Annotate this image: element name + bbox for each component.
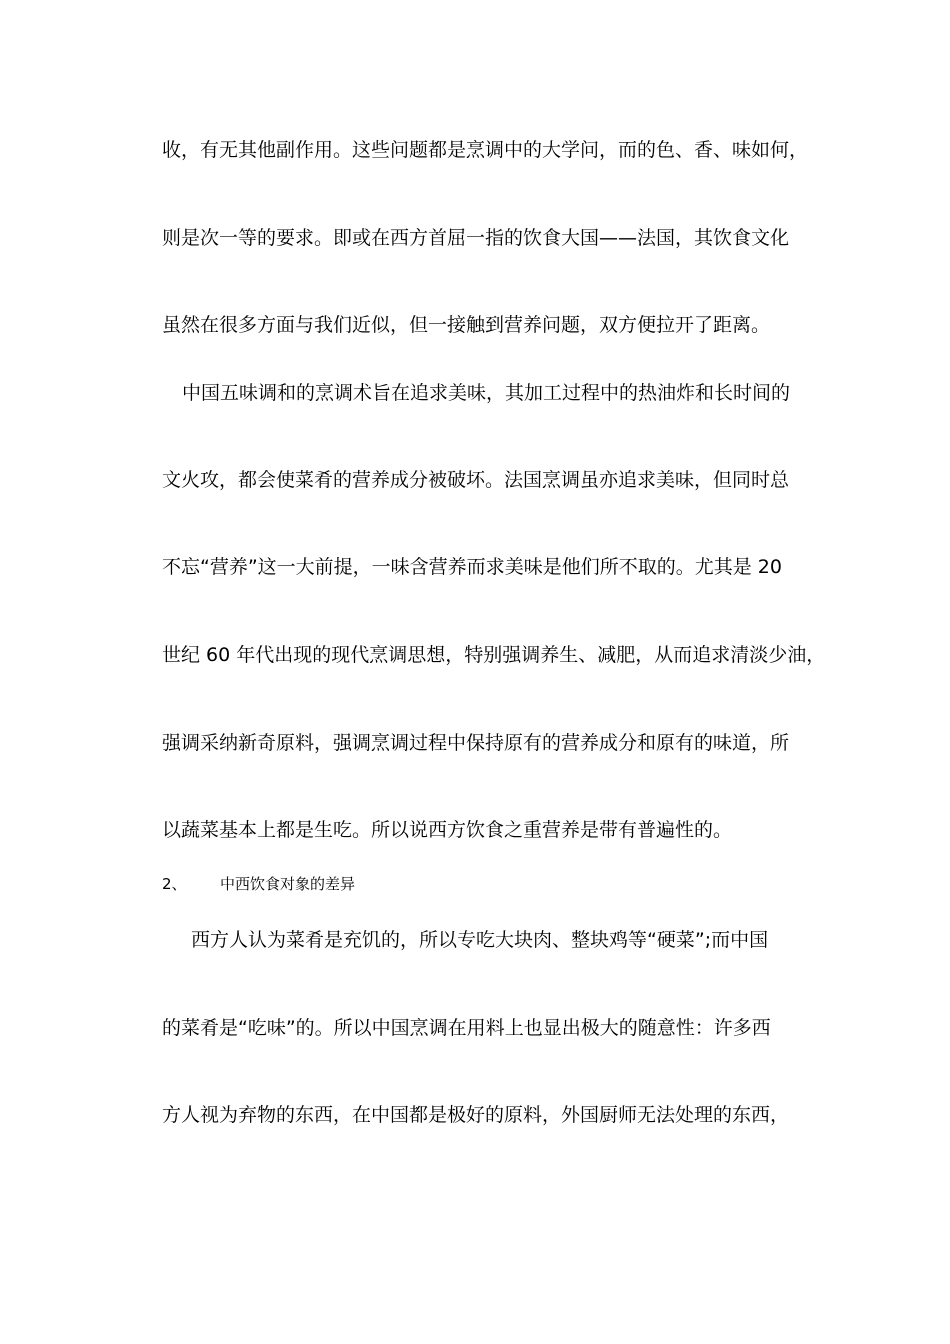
section-title: 中西饮食对象的差异: [220, 875, 356, 893]
paragraph-2-line-4: 世纪 60 年代出现的现代烹调思想，特别强调养生、减肥，从而追求清淡少油，: [162, 644, 826, 666]
paragraph-3-line-2: 的菜肴是“吃味”的。所以中国烹调在用料上也显出极大的随意性：许多西: [162, 1017, 771, 1039]
paragraph-1-line-1: 收，有无其他副作用。这些问题都是烹调中的大学问，而的色、香、味如何，: [162, 139, 809, 161]
paragraph-2-line-1: 中国五味调和的烹调术旨在追求美味，其加工过程中的热油炸和长时间的: [182, 382, 791, 404]
paragraph-1-line-3: 虽然在很多方面与我们近似，但一接触到营养问题，双方便拉开了距离。: [162, 314, 771, 336]
paragraph-2-line-6: 以蔬菜基本上都是生吃。所以说西方饮食之重营养是带有普遍性的。: [162, 819, 733, 841]
section-number: 2、: [162, 875, 187, 893]
paragraph-2-line-5: 强调采纳新奇原料，强调烹调过程中保持原有的营养成分和原有的味道，所: [162, 732, 790, 754]
paragraph-3-line-3: 方人视为弃物的东西，在中国都是极好的原料，外国厨师无法处理的东西，: [162, 1104, 790, 1126]
paragraph-3-line-1: 西方人认为菜肴是充饥的，所以专吃大块肉、整块鸡等“硬菜”;而中国: [191, 929, 769, 951]
paragraph-2-line-3: 不忘“营养”这一大前提，一味含营养而求美味是他们所不取的。尤其是 20: [162, 556, 782, 578]
paragraph-1-line-2: 则是次一等的要求。即或在西方首屈一指的饮食大国——法国，其饮食文化: [162, 227, 790, 249]
paragraph-2-line-2: 文火攻，都会使菜肴的营养成分被破坏。法国烹调虽亦追求美味，但同时总: [162, 469, 790, 491]
